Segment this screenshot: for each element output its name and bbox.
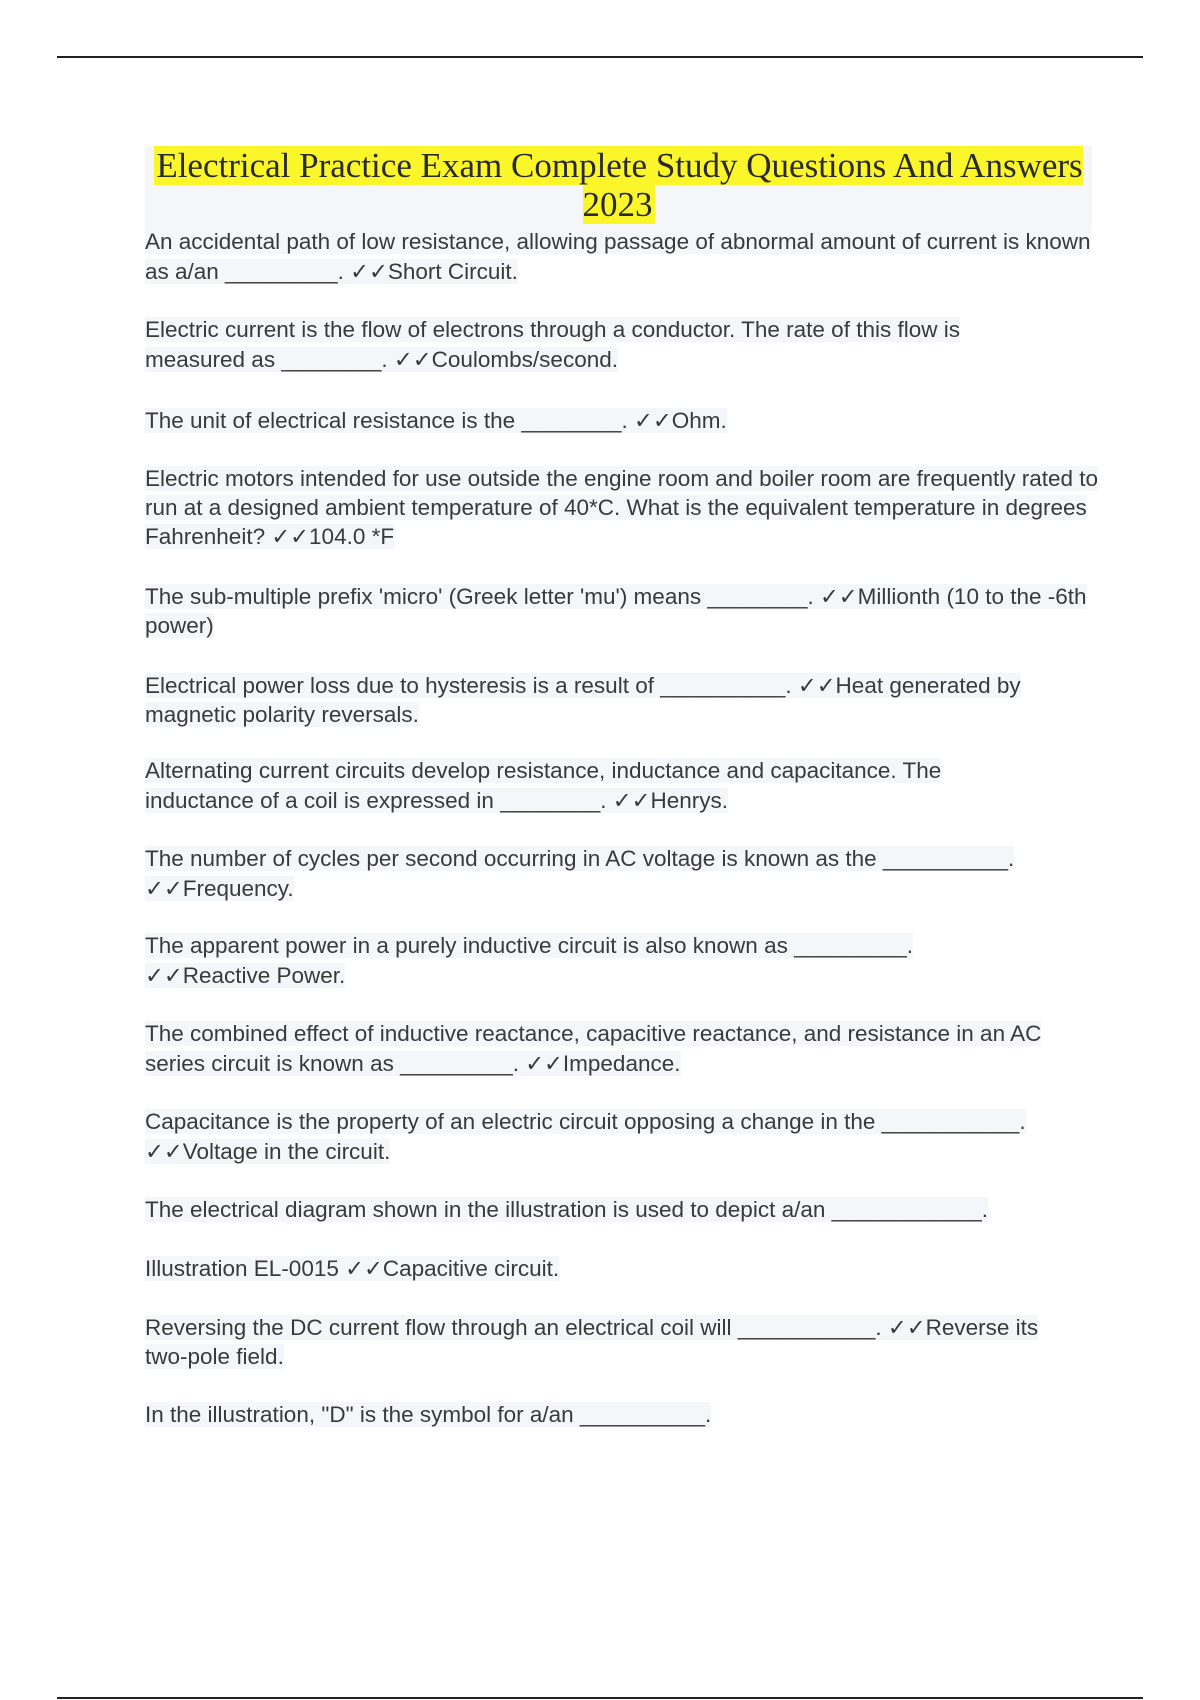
qa-item-text: Electric motors intended for use outside the engine room and boiler room are frequently rated to run at a designed ambient temperature of 40*C. What is the equivalent temperature in degrees Fahrenheit? ✓✓104.0 *F [145,466,1099,549]
qa-item-1 [145,227,1100,287]
header-rule [57,56,1143,58]
document-title-block [145,146,1092,229]
qa-item-text: The sub-multiple prefix 'micro' (Greek letter 'mu') means ________. ✓✓Millionth (10 to the -6th power) [145,584,1087,638]
qa-item-text: An accidental path of low resistance, allowing passage of abnormal amount of current is known as a/an _________. ✓✓Short Circuit. [145,229,1091,284]
qa-item-text: Alternating current circuits develop resistance, inductance and capacitance. The inductance of a coil is expressed in ________. ✓✓Henrys. [145,758,942,813]
qa-item-7 [145,756,1045,816]
qa-item-13 [145,1254,1095,1284]
qa-item-3 [145,406,1095,436]
qa-item-text: Illustration EL-0015 ✓✓Capacitive circuit. [145,1256,560,1281]
qa-item-text: Capacitance is the property of an electric circuit opposing a change in the ___________. ✓✓Voltage in the circuit. [145,1109,1026,1164]
qa-item-text: The combined effect of inductive reactance, capacitive reactance, and resistance in an AC series circuit is known as _________. ✓✓Impedance. [145,1021,1042,1076]
qa-item-text: Reversing the DC current flow through an electrical coil will ___________. ✓✓Reverse its two-pole field. [145,1315,1039,1369]
qa-item-14 [145,1313,1080,1371]
qa-item-11 [145,1107,1095,1167]
qa-item-text: The electrical diagram shown in the illustration is used to depict a/an ____________. [145,1197,989,1222]
qa-item-text: In the illustration, "D" is the symbol for a/an __________. [145,1402,712,1427]
qa-item-text: The apparent power in a purely inductive circuit is also known as _________. ✓✓Reactive Power. [145,933,913,988]
qa-item-12 [145,1195,1095,1225]
qa-item-text: The unit of electrical resistance is the ________. ✓✓Ohm. [145,408,727,433]
qa-item-15 [145,1400,1095,1430]
qa-item-9 [145,931,1015,991]
qa-item-6 [145,671,1100,729]
qa-item-text: The number of cycles per second occurring in AC voltage is known as the __________. ✓✓Frequency. [145,846,1015,901]
qa-item-5 [145,582,1095,640]
qa-item-10 [145,1019,1095,1079]
qa-item-4 [145,464,1100,551]
footer-rule [57,1697,1143,1699]
document-title: Electrical Practice Exam Complete Study Questions And Answers 2023 [156,146,1083,224]
qa-item-2 [145,315,1045,375]
qa-item-8 [145,844,1080,904]
qa-item-text: Electrical power loss due to hysteresis is a result of __________. ✓✓Heat generated by magnetic polarity reversals. [145,673,1021,727]
qa-item-text: Electric current is the flow of electrons through a conductor. The rate of this flow is measured as ________. ✓✓Coulombs/second. [145,317,960,372]
